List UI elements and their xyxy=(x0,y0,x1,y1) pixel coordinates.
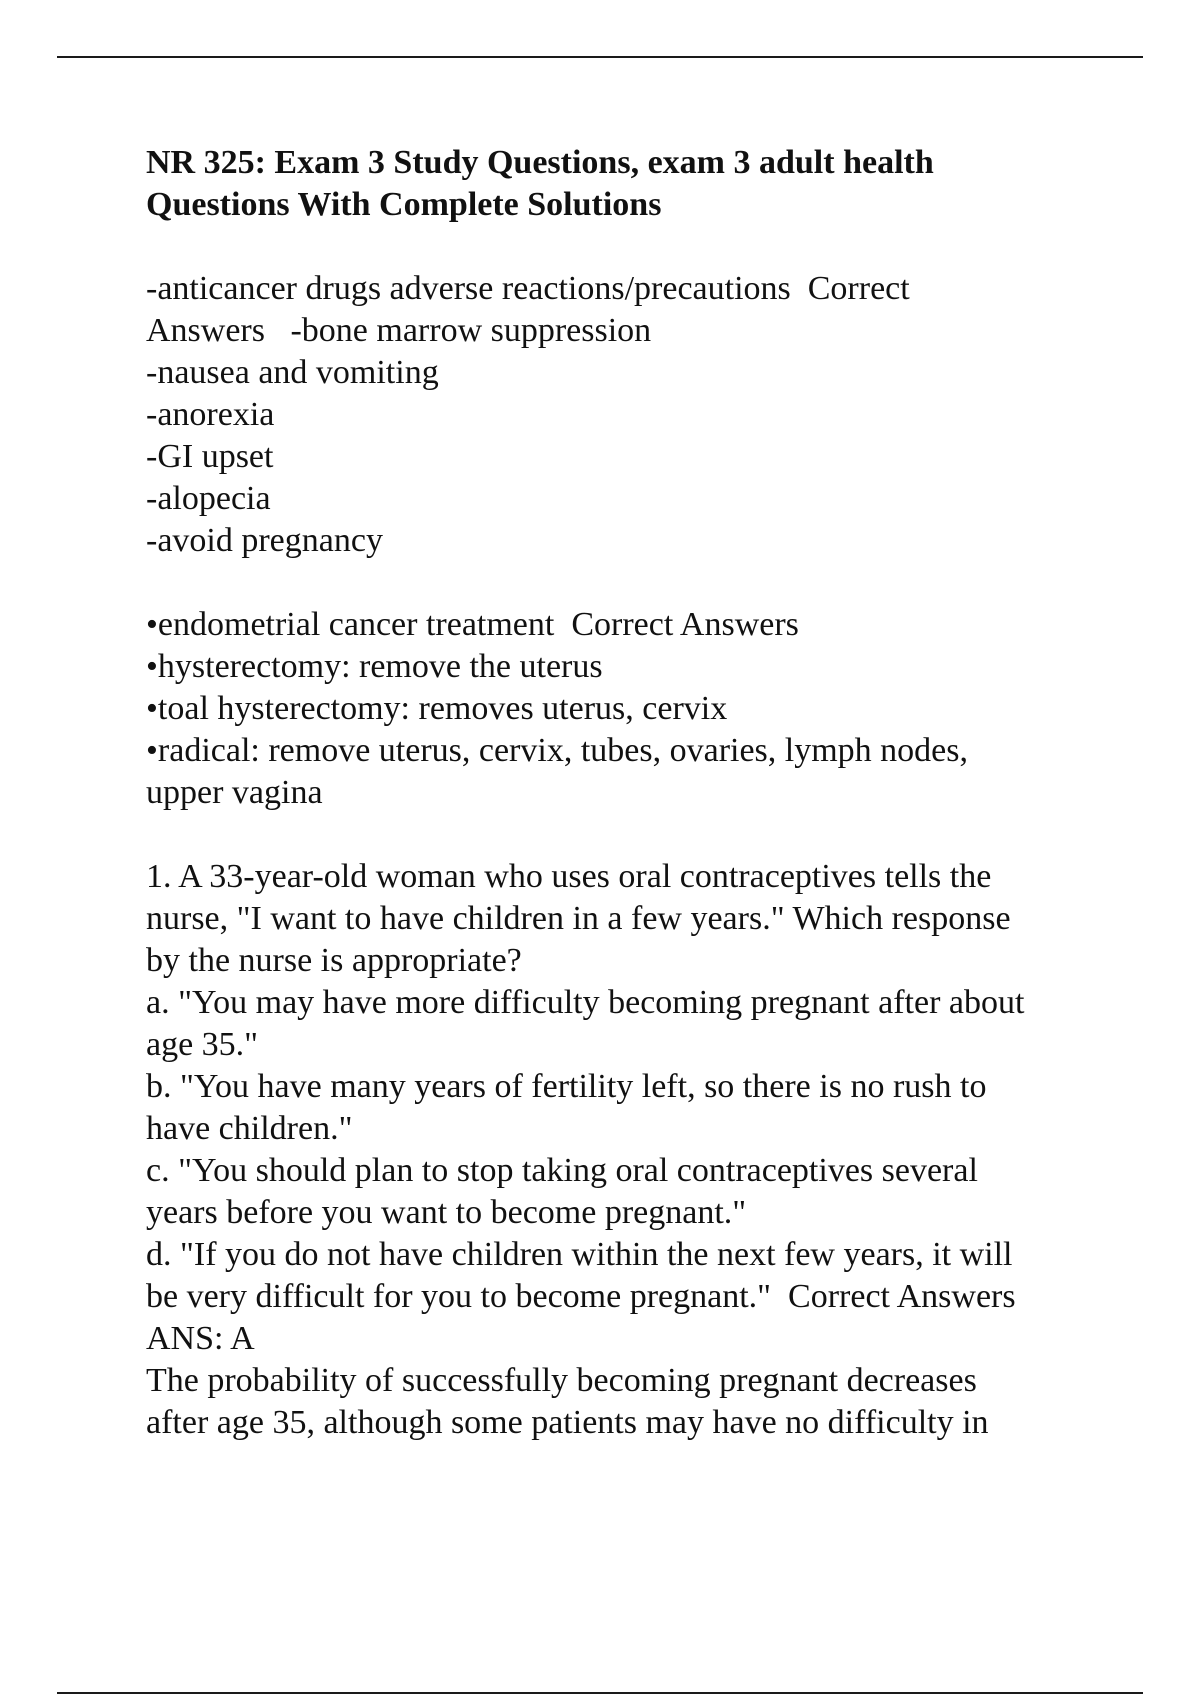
endometrial-cancer-section xyxy=(146,604,1096,814)
answer-option: c. "You should plan to stop taking oral contraceptives several xyxy=(146,1152,978,1189)
title-line: NR 325: Exam 3 Study Questions, exam 3 adult health xyxy=(146,144,934,181)
document-body xyxy=(146,142,1096,1486)
answer-option: age 35." xyxy=(146,1026,259,1063)
answer-option: years before you want to become pregnant." xyxy=(146,1194,747,1231)
bottom-divider xyxy=(57,1692,1143,1694)
top-divider xyxy=(57,56,1143,58)
anticancer-drugs-section xyxy=(146,268,1096,562)
text-line: •endometrial cancer treatment Correct Answers xyxy=(146,606,799,643)
title-line: Questions With Complete Solutions xyxy=(146,186,662,223)
answer-option: be very difficult for you to become pregnant." Correct Answers xyxy=(146,1278,1016,1315)
question-line: nurse, "I want to have children in a few years." Which response xyxy=(146,900,1011,937)
rationale-line: The probability of successfully becoming pregnant decreases xyxy=(146,1362,977,1399)
answer-option: a. "You may have more difficulty becoming pregnant after about xyxy=(146,984,1025,1021)
page-title xyxy=(146,142,1096,226)
text-line: Answers -bone marrow suppression xyxy=(146,312,652,349)
list-item: -anorexia xyxy=(146,396,275,433)
question-line: 1. A 33-year-old woman who uses oral contraceptives tells the xyxy=(146,858,992,895)
answer-option: have children." xyxy=(146,1110,353,1147)
list-item: •radical: remove uterus, cervix, tubes, ovaries, lymph nodes, xyxy=(146,732,968,769)
question-1 xyxy=(146,856,1096,1444)
list-item: -GI upset xyxy=(146,438,274,475)
answer-option: b. "You have many years of fertility left, so there is no rush to xyxy=(146,1068,987,1105)
list-item: -nausea and vomiting xyxy=(146,354,439,391)
list-item: •toal hysterectomy: removes uterus, cervix xyxy=(146,690,728,727)
answer-key: ANS: A xyxy=(146,1320,255,1357)
answer-option: d. "If you do not have children within the next few years, it will xyxy=(146,1236,1013,1273)
list-item: •hysterectomy: remove the uterus xyxy=(146,648,603,685)
question-line: by the nurse is appropriate? xyxy=(146,942,522,979)
text-line: upper vagina xyxy=(146,774,323,811)
text-line: -anticancer drugs adverse reactions/precautions Correct xyxy=(146,270,910,307)
list-item: -avoid pregnancy xyxy=(146,522,383,559)
rationale-line: after age 35, although some patients may have no difficulty in xyxy=(146,1404,989,1441)
list-item: -alopecia xyxy=(146,480,271,517)
